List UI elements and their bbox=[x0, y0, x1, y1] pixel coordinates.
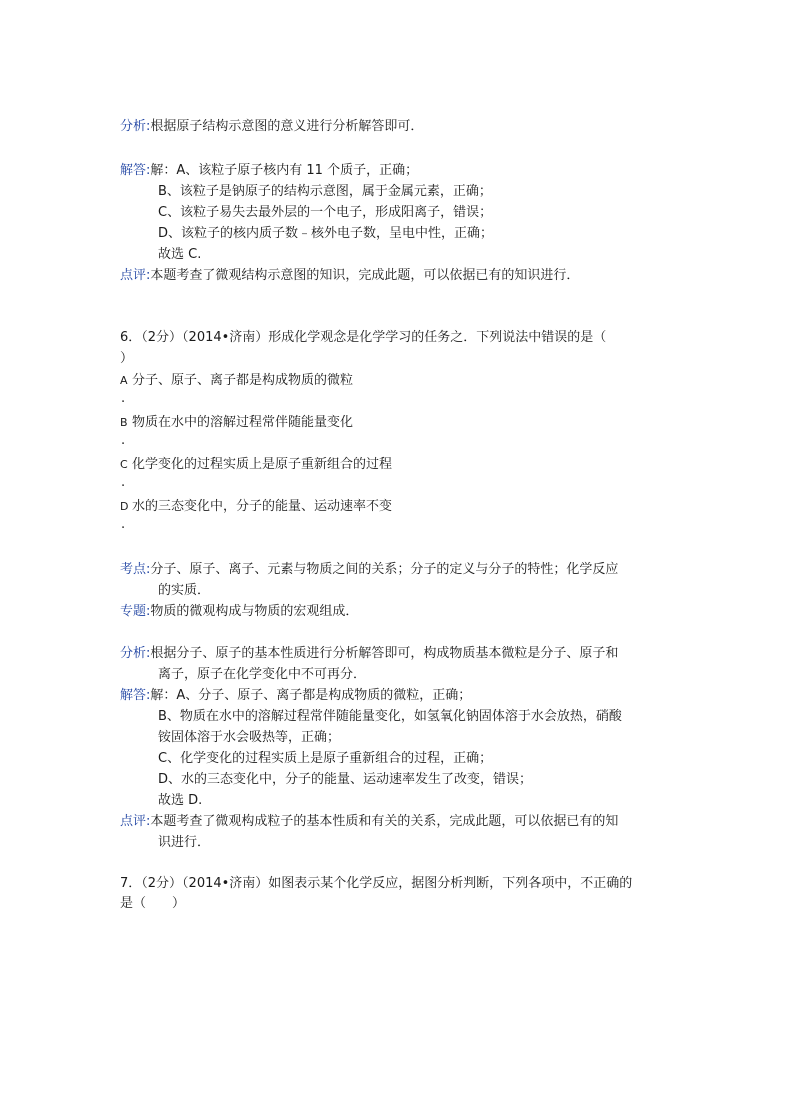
comment-label: 点评: bbox=[120, 268, 151, 283]
answer-line: B、该粒子是钠原子的结构示意图，属于金属元素，正确； bbox=[158, 184, 492, 199]
answer-line: 故选 C. bbox=[158, 247, 202, 262]
analysis-row bbox=[120, 645, 618, 663]
answer-line: D、水的三态变化中，分子的能量、运动速率发生了改变，错误； bbox=[158, 772, 533, 787]
analysis-text: 根据分子、原子的基本性质进行分析解答即可，构成物质基本微粒是分子、原子和 bbox=[150, 646, 619, 661]
option-letter: D bbox=[120, 500, 129, 513]
option-b bbox=[120, 414, 353, 432]
zhuanti-text: 物质的微观构成与物质的宏观组成． bbox=[150, 604, 359, 619]
option-text: 化学变化的过程实质上是原子重新组合的过程 bbox=[132, 457, 393, 472]
option-c bbox=[120, 456, 392, 474]
zhuanti-label: 专题: bbox=[120, 604, 151, 619]
analysis-label: 分析: bbox=[120, 119, 151, 134]
answer-line: B、物质在水中的溶解过程常伴随能量变化，如氢氧化钠固体溶于水会放热，硝酸 bbox=[158, 709, 622, 724]
answer-line: 解：A、分子、原子、离子都是构成物质的微粒，正确； bbox=[150, 688, 472, 703]
analysis-label: 分析: bbox=[120, 646, 151, 661]
option-dot: . bbox=[121, 391, 126, 406]
analysis-row bbox=[120, 118, 423, 136]
kaodian-label: 考点: bbox=[120, 562, 151, 577]
question-6-stem-cont: ） bbox=[120, 351, 134, 366]
option-letter: B bbox=[120, 416, 128, 429]
option-dot: . bbox=[121, 475, 126, 490]
kaodian-row bbox=[120, 561, 618, 579]
option-letter: C bbox=[120, 458, 128, 471]
zhuanti-row bbox=[120, 603, 358, 621]
answer-row bbox=[120, 687, 471, 705]
answer-label: 解答: bbox=[120, 163, 151, 178]
comment-text: 本题考查了微观构成粒子的基本性质和有关的关系，完成此题，可以依据已有的知 bbox=[150, 814, 619, 829]
answer-label: 解答: bbox=[120, 688, 151, 703]
option-d bbox=[120, 498, 392, 516]
answer-line: C、该粒子易失去最外层的一个电子，形成阳离子，错误； bbox=[158, 205, 493, 220]
answer-line: 故选 D. bbox=[158, 793, 203, 808]
comment-line: 识进行． bbox=[158, 835, 211, 850]
option-text: 水的三态变化中，分子的能量、运动速率不变 bbox=[132, 499, 393, 514]
answer-line: 铵固体溶于水会吸热等，正确； bbox=[158, 730, 341, 745]
option-text: 物质在水中的溶解过程常伴随能量变化 bbox=[132, 415, 354, 430]
option-a bbox=[120, 372, 353, 390]
question-7-stem: 7．（2分）（2014•济南）如图表示某个化学反应，据图分析判断，下列各项中，不正确的 bbox=[120, 876, 633, 891]
question-6-stem: 6．（2分）（2014•济南）形成化学观念是化学学习的任务之．下列说法中错误的是（ bbox=[120, 330, 607, 345]
option-text: 分子、原子、离子都是构成物质的微粒 bbox=[132, 373, 354, 388]
answer-line: C、化学变化的过程实质上是原子重新组合的过程，正确； bbox=[158, 751, 493, 766]
analysis-line: 离子，原子在化学变化中不可再分． bbox=[158, 667, 367, 682]
option-letter: A bbox=[120, 374, 128, 387]
kaodian-line: 的实质． bbox=[158, 583, 211, 598]
question-7-stem-cont: 是（ ） bbox=[120, 896, 186, 911]
kaodian-text: 分子、原子、离子、元素与物质之间的关系；分子的定义与分子的特性；化学反应 bbox=[150, 562, 619, 577]
answer-line: 解：A、该粒子原子核内有 11 个质子，正确； bbox=[150, 163, 419, 178]
option-dot: . bbox=[121, 433, 126, 448]
analysis-text: 根据原子结构示意图的意义进行分析解答即可． bbox=[150, 119, 424, 134]
comment-label: 点评: bbox=[120, 814, 151, 829]
answer-row bbox=[120, 162, 418, 180]
comment-text: 本题考查了微观结构示意图的知识，完成此题，可以依据已有的知识进行． bbox=[150, 268, 580, 283]
answer-line: D、该粒子的核内质子数﹣核外电子数，呈电中性，正确； bbox=[158, 226, 494, 241]
comment-row bbox=[120, 813, 618, 831]
option-dot: . bbox=[121, 517, 126, 532]
comment-row bbox=[120, 267, 579, 285]
